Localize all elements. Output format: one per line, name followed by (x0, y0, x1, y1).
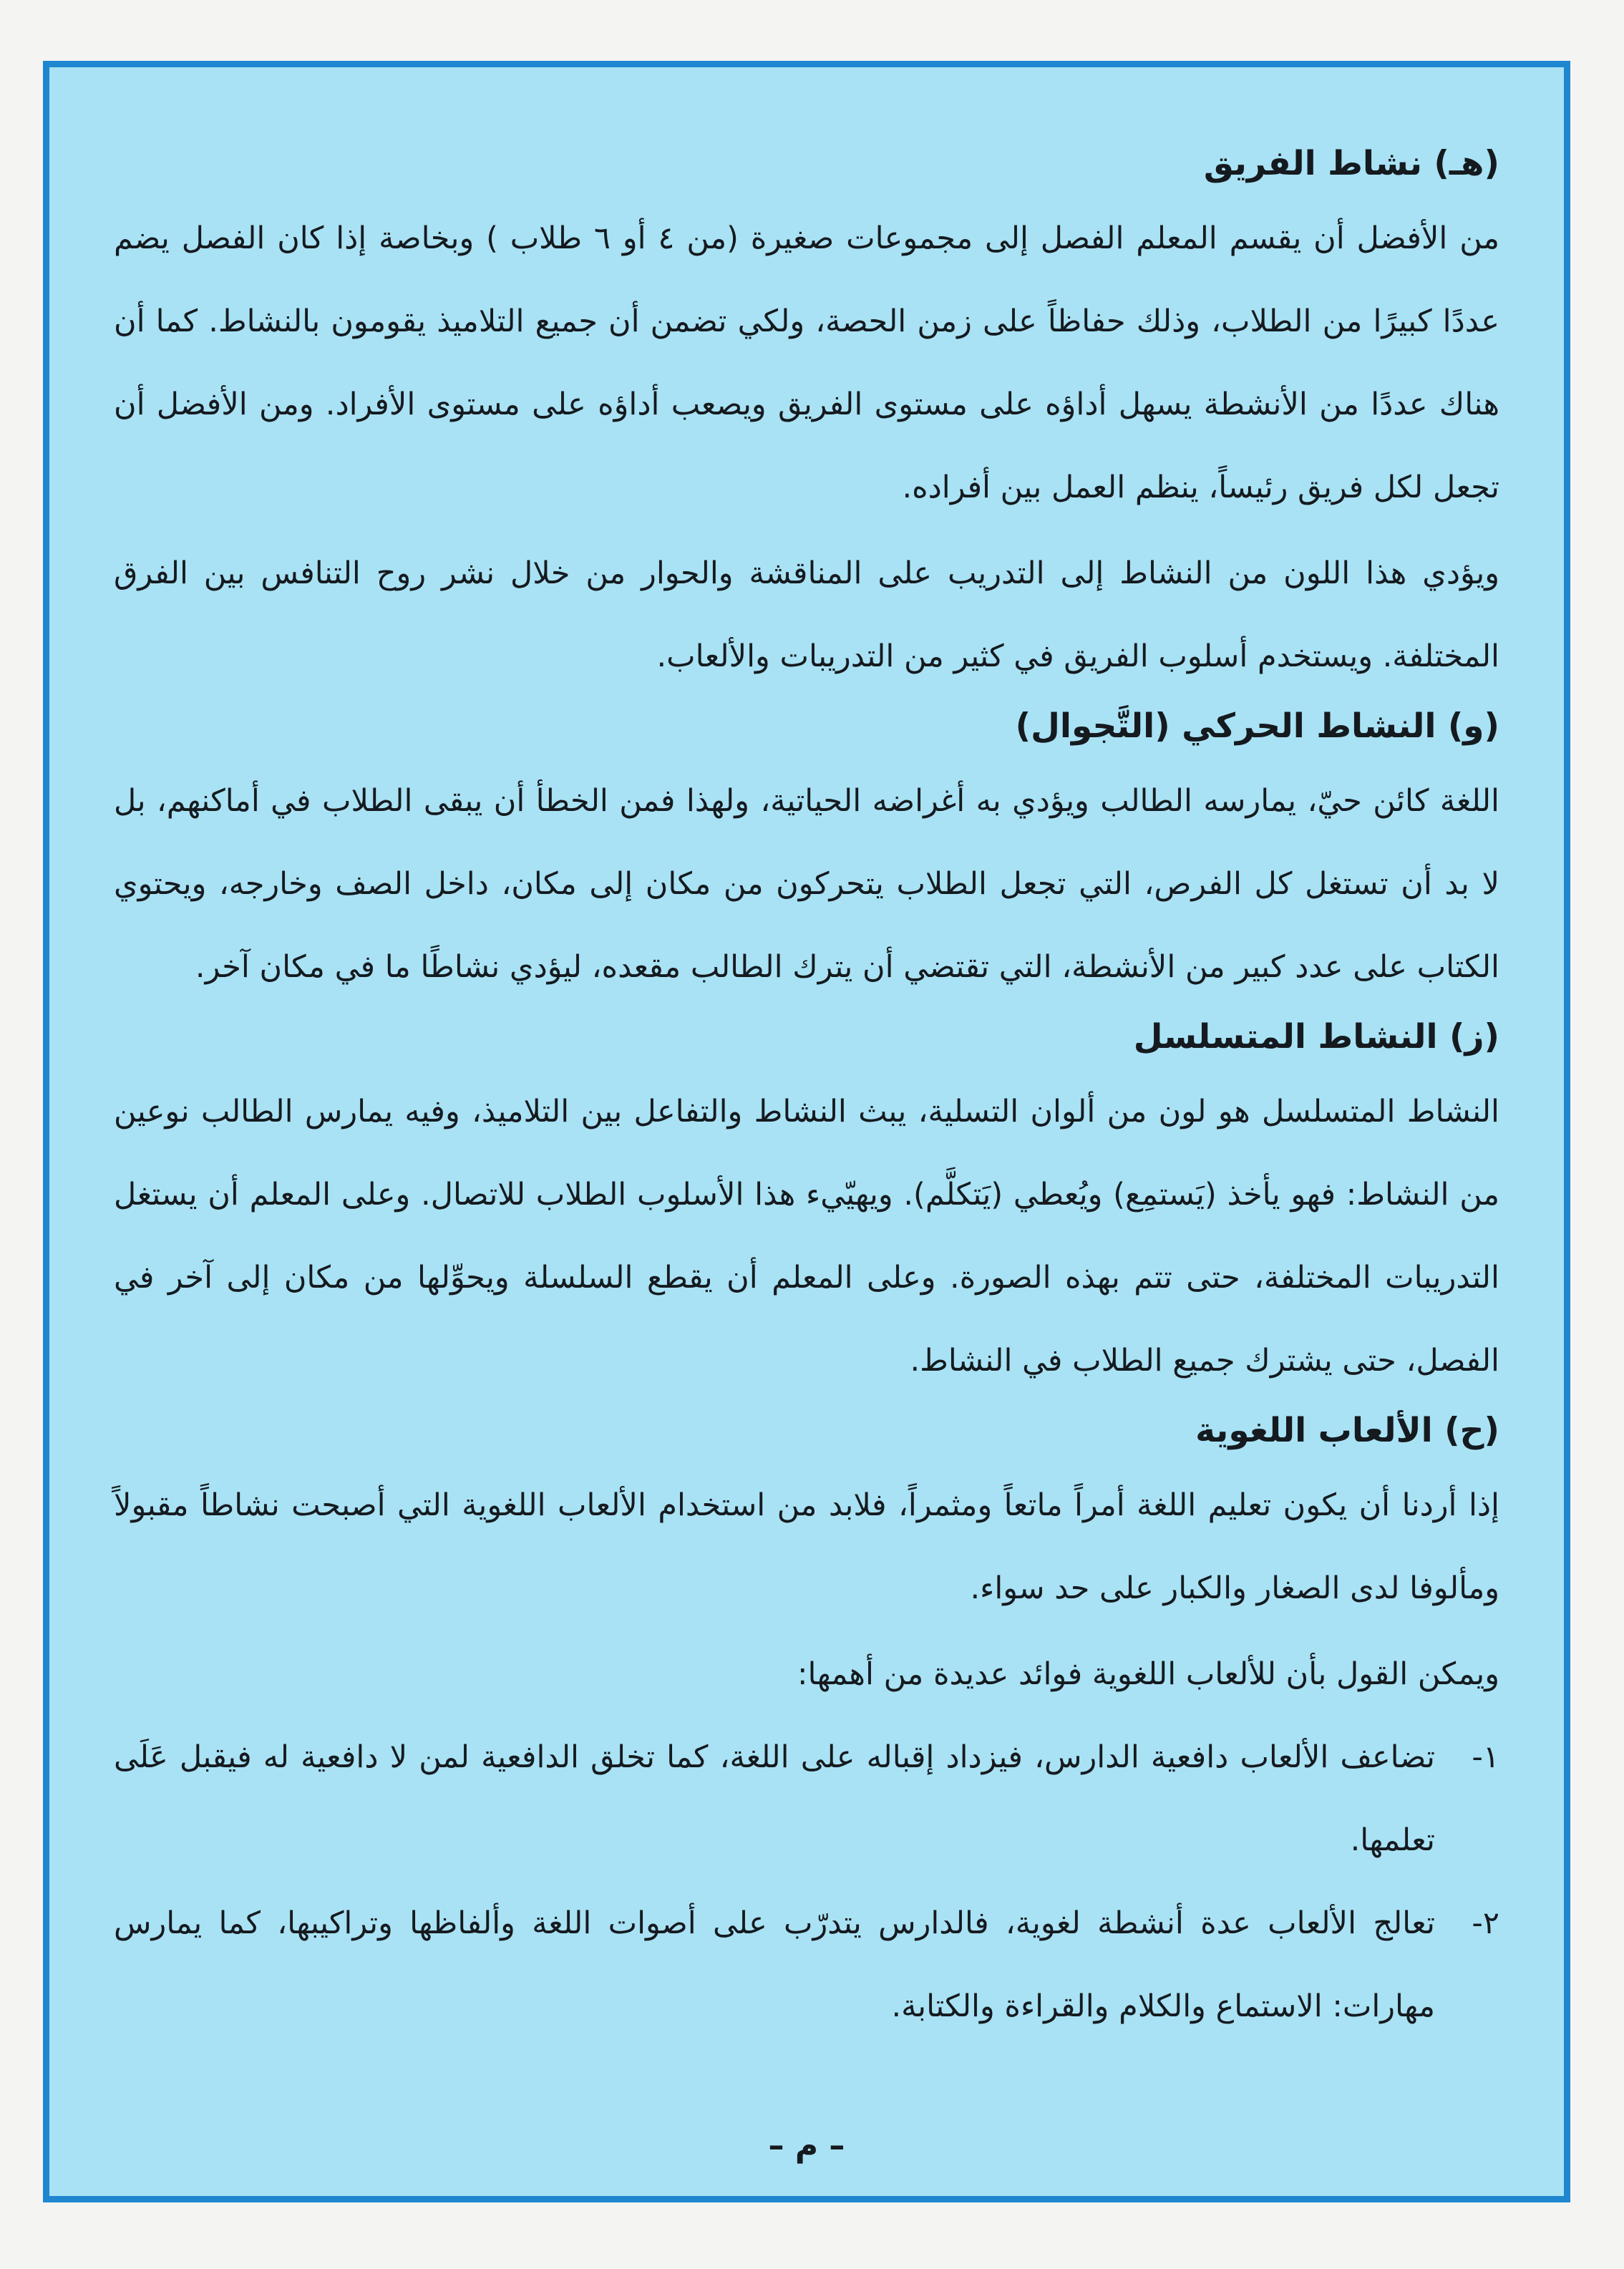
page-content (114, 135, 1499, 2096)
section-movement-activity (114, 698, 1499, 1009)
list-item-text: تضاعف الألعاب دافعية الدارس، فيزداد إقباله على اللغة، كما تخلق الدافعية لمن لا دافعية له فيقبل عَلَى تعلمها. (114, 1739, 1435, 1858)
section-title: (و) النشاط الحركي (التَّجوال) (1015, 706, 1499, 746)
list-item-number: ١- (1472, 1739, 1499, 1775)
paragraph: النشاط المتسلسل هو لون من ألوان التسلية، يبث النشاط والتفاعل بين التلاميذ، وفيه يمارس الطالب نوعين من النشاط: فهو يأخذ (يَستمِع) ويُعطي (يَتكلَّم). ويهيّيء هذا الأسلوب الطلاب للاتصال. وعلى المعلم أن يستغل التدريبات المختلفة، حتى تتم بهذه الصورة. وعلى المعلم أن يقطع السلسلة ويحوِّلها من مكان إلى آخر في الفصل، حتى يشترك جميع الطلاب في النشاط. (114, 1094, 1499, 1379)
section-team-activity (114, 135, 1499, 698)
section-title: (ز) النشاط المتسلسل (1133, 1017, 1499, 1056)
list-item-text: تعالج الألعاب عدة أنشطة لغوية، فالدارس يتدرّب على أصوات اللغة وألفاظها وتراكيبها، كما يمارس مهارات: الاستماع والكلام والقراءة والكتابة. (114, 1905, 1435, 2024)
section-title: (هـ) نشاط الفريق (1203, 144, 1499, 183)
paragraph: ويؤدي هذا اللون من النشاط إلى التدريب على المناقشة والحوار من خلال نشر روح التنافس بين الفرق المختلفة. ويستخدم أسلوب الفريق في كثير من التدريبات والألعاب. (114, 555, 1499, 674)
section-language-games (114, 1402, 1499, 2048)
page-number: – م – (768, 2127, 845, 2164)
section-title: (ح) الألعاب اللغوية (1195, 1411, 1499, 1450)
list-item (114, 1716, 1499, 1882)
section-chain-activity (114, 1009, 1499, 1402)
benefits-list (114, 1716, 1499, 2048)
paragraph: اللغة كائن حيّ، يمارسه الطالب ويؤدي به أغراضه الحياتية، ولهذا فمن الخطأ أن يبقى الطلاب في أماكنهم، بل لا بد أن تستغل كل الفرص، التي تجعل الطلاب يتحركون من مكان إلى مكان، داخل الصف وخارجه، ويحتوي الكتاب على عدد كبير من الأنشطة، التي تقتضي أن يترك الطالب مقعده، ليؤدي نشاطًا ما في مكان آخر. (114, 783, 1499, 985)
paragraph: من الأفضل أن يقسم المعلم الفصل إلى مجموعات صغيرة (من ٤ أو ٦ طلاب ) وبخاصة إذا كان الفصل يضم عددًا كبيرًا من الطلاب، وذلك حفاظاً على زمن الحصة، ولكي تضمن أن جميع التلاميذ يقومون بالنشاط. كما أن هناك عددًا من الأنشطة يسهل أداؤه على مستوى الفريق ويصعب أداؤه على مستوى الأفراد. ومن الأفضل أن تجعل لكل فريق رئيساً، ينظم العمل بين أفراده. (114, 220, 1499, 505)
paragraph: إذا أردنا أن يكون تعليم اللغة أمراً ماتعاً ومثمراً، فلابد من استخدام الألعاب اللغوية التي أصبحت نشاطاً مقبولاً ومألوفا لدى الصغار والكبار على حد سواء. (114, 1487, 1499, 1606)
paragraph: ويمكن القول بأن للألعاب اللغوية فوائد عديدة من أهمها: (797, 1656, 1499, 1692)
list-item (114, 1882, 1499, 2048)
list-item-number: ٢- (1472, 1905, 1499, 1941)
page-frame (43, 61, 1570, 2202)
